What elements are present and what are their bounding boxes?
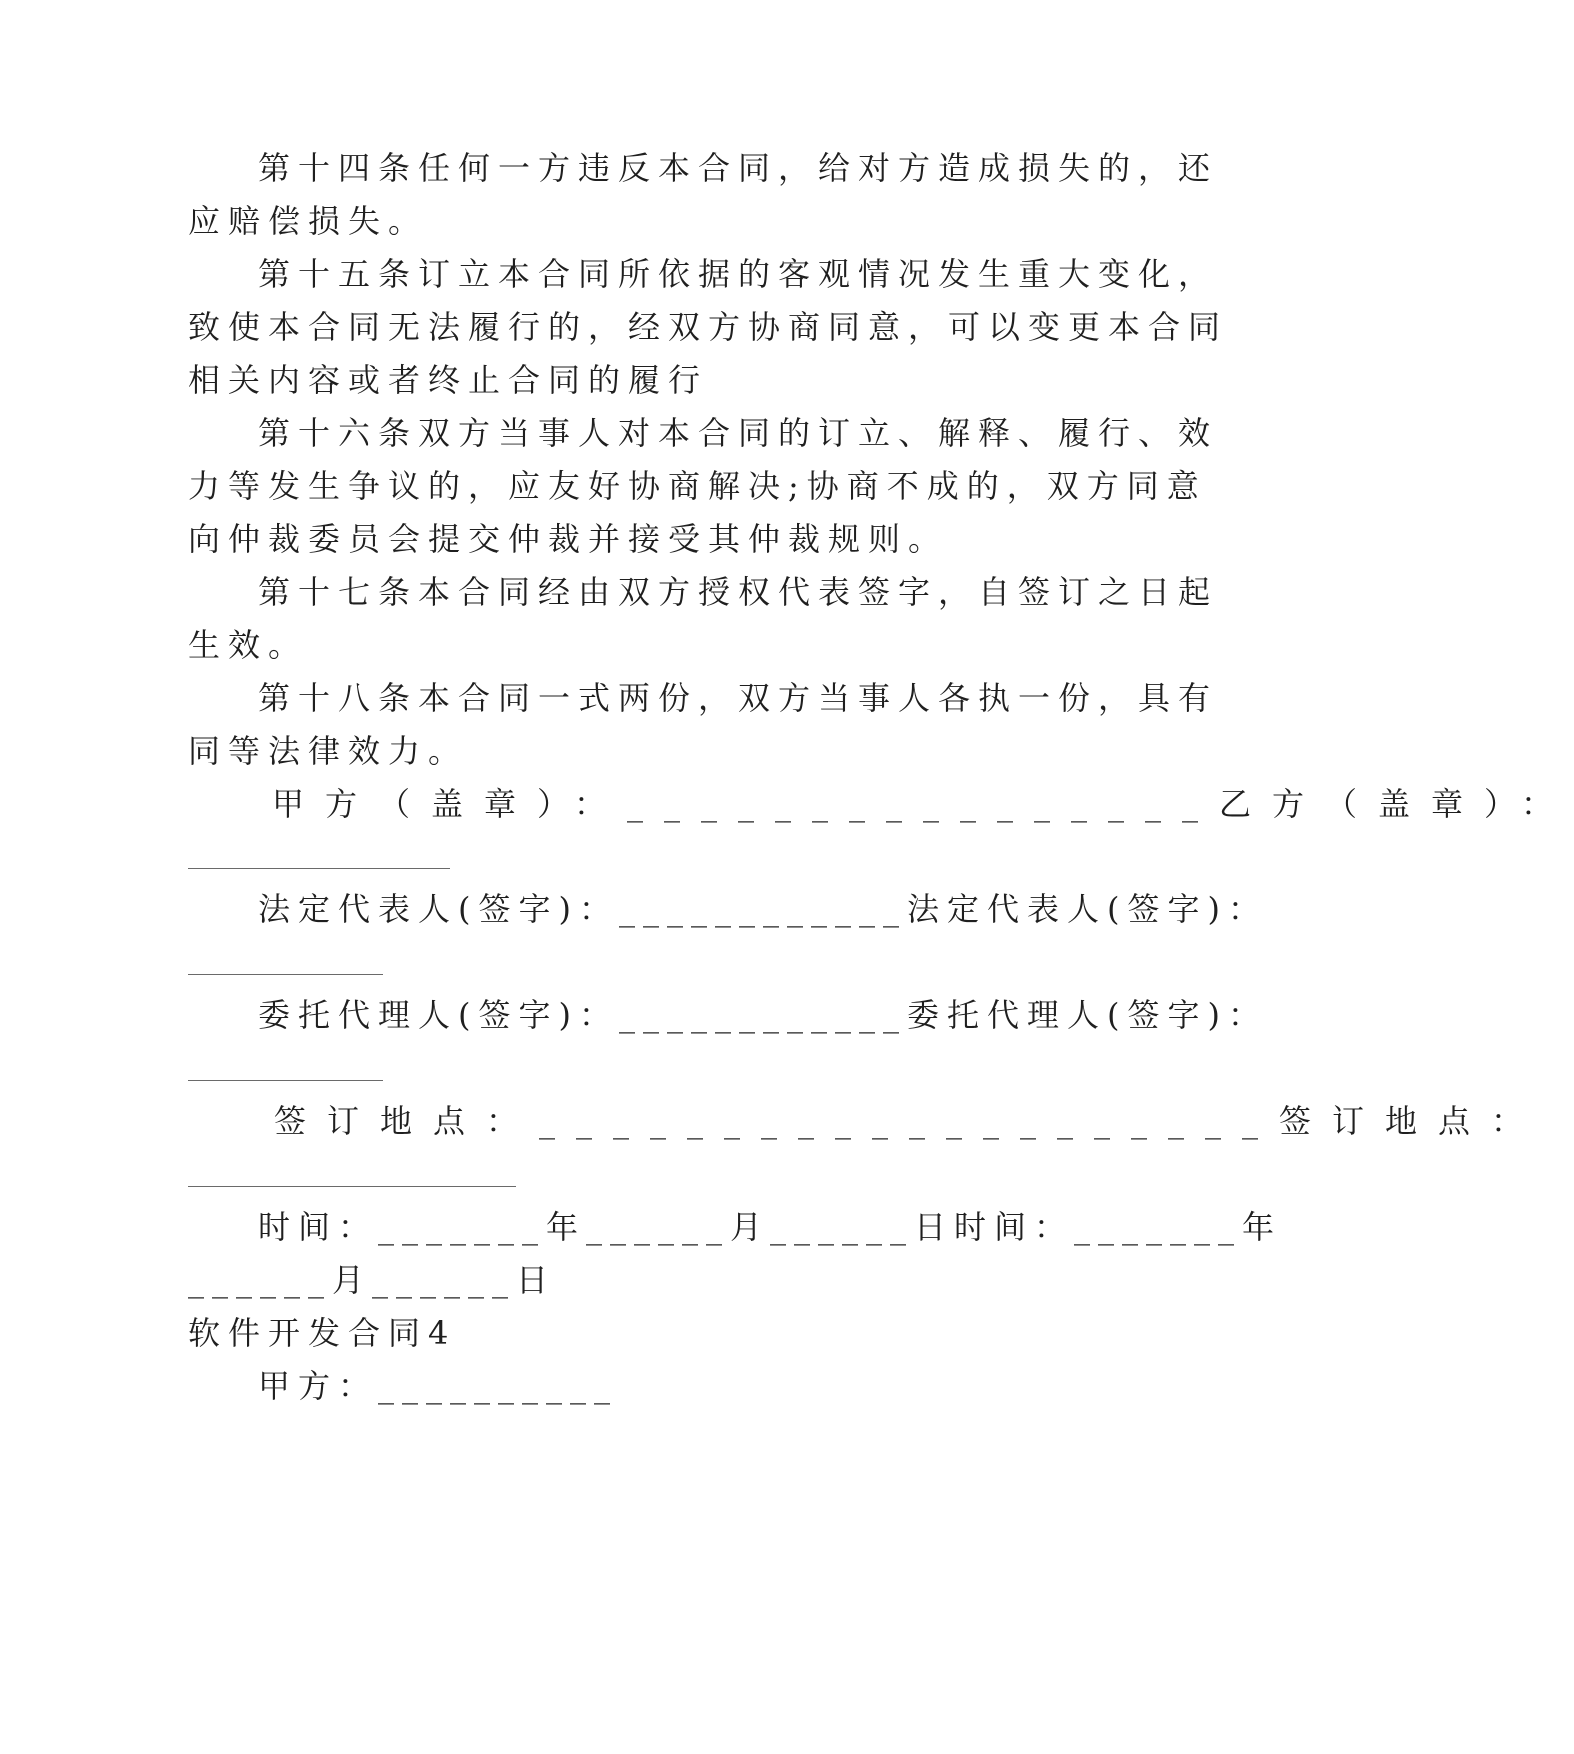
- party-a-line: 甲方：__________: [258, 1367, 619, 1405]
- clause-16-line-1: 第十六条双方当事人对本合同的订立、解释、履行、效: [258, 414, 1219, 452]
- date-line-1: 时间：_______年______月______日时间：_______年: [258, 1208, 1283, 1246]
- signing-place-line: 签订地点：____________________签订地点：: [274, 1102, 1545, 1140]
- clause-16-line-2: 力等发生争议的，应友好协商解决;协商不成的，双方同意: [188, 467, 1207, 505]
- seal-continuation-blank: [188, 868, 450, 869]
- agent-line: 委托代理人(签字)：____________委托代理人(签字)：: [258, 996, 1268, 1034]
- legal-rep-continuation-blank: [188, 974, 383, 975]
- signing-place-continuation-blank: [188, 1186, 516, 1187]
- clause-15-line-2: 致使本合同无法履行的，经双方协商同意，可以变更本合同: [188, 308, 1229, 346]
- section-heading: 软件开发合同4: [188, 1314, 457, 1352]
- clause-18-line-1: 第十八条本合同一式两份，双方当事人各执一份，具有: [258, 679, 1219, 717]
- agent-continuation-blank: [188, 1080, 383, 1081]
- clause-14-line-2: 应赔偿损失。: [188, 202, 429, 240]
- clause-18-line-2: 同等法律效力。: [188, 732, 469, 770]
- clause-14-line-1: 第十四条任何一方违反本合同，给对方造成损失的，还: [258, 149, 1219, 187]
- clause-15-line-1: 第十五条订立本合同所依据的客观情况发生重大变化，: [258, 255, 1219, 293]
- clause-17-line-1: 第十七条本合同经由双方授权代表签字，自签订之日起: [258, 573, 1219, 611]
- seal-line: 甲方（盖章）：________________乙方（盖章）：: [272, 785, 1574, 823]
- legal-rep-line: 法定代表人(签字)：____________法定代表人(签字)：: [258, 890, 1268, 928]
- clause-15-line-3: 相关内容或者终止合同的履行: [188, 361, 709, 399]
- date-line-2: ______月______日: [188, 1261, 557, 1299]
- clause-16-line-3: 向仲裁委员会提交仲裁并接受其仲裁规则。: [188, 520, 949, 558]
- clause-17-line-2: 生效。: [188, 626, 309, 664]
